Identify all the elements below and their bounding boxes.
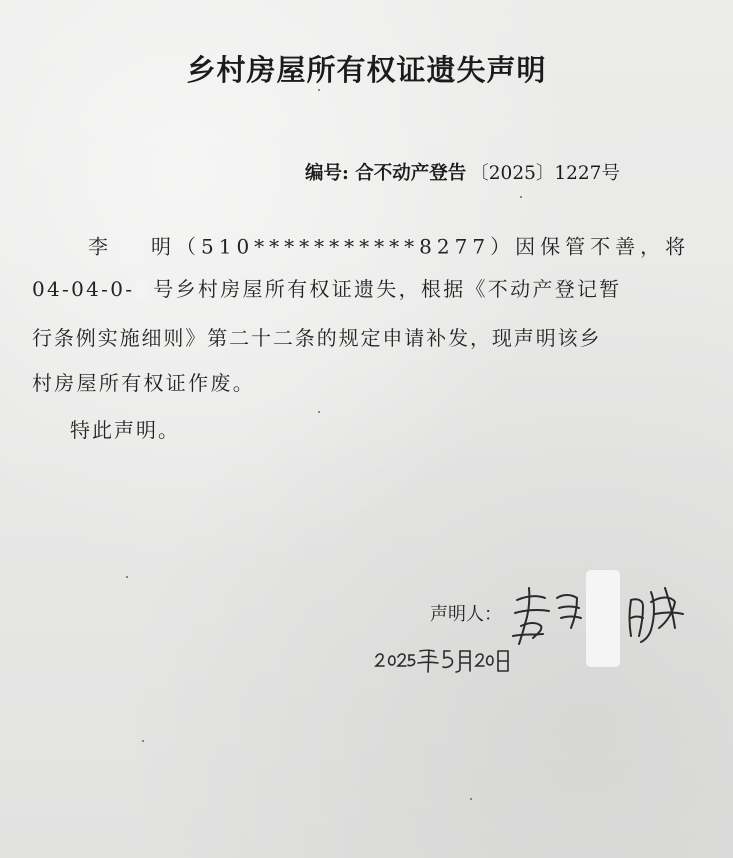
- document-number: [305, 159, 620, 185]
- redacted-number-block: [135, 278, 149, 300]
- document-number-value: 〔2025〕1227号: [470, 163, 620, 184]
- redacted-name-block: [115, 224, 145, 264]
- body-line-1: [88, 228, 690, 268]
- document-number-label: 编号: 合不动产登告: [305, 163, 467, 184]
- redacted-signature-block: [586, 570, 620, 667]
- paper-speck: [470, 798, 472, 800]
- applicant-id-text: 明（510***********8277）因保管不善，将: [151, 234, 691, 259]
- paper-speck: [126, 576, 128, 578]
- body-line-5: 特此声明。: [70, 418, 180, 442]
- applicant-surname: 李: [88, 234, 113, 259]
- signer-label: 声明人：: [430, 604, 502, 625]
- document-title: 乡村房屋所有权证遗失声明: [186, 53, 547, 87]
- paper-speck: [318, 89, 320, 91]
- body-line-4: 村房屋所有权证作废。: [32, 371, 255, 395]
- body-line-3: 行条例实施细则》第二十二条的规定申请补发，现声明该乡: [32, 326, 602, 350]
- certificate-number-prefix: 04-04-0-: [32, 277, 135, 301]
- body-line-2-text: 号乡村房屋所有权证遗失，根据《不动产登记暂: [153, 277, 622, 301]
- body-line-2: [32, 273, 622, 302]
- paper-speck: [318, 411, 320, 413]
- paper-speck: [520, 196, 522, 198]
- paper-speck: [142, 740, 144, 742]
- handwritten-date: [374, 645, 514, 675]
